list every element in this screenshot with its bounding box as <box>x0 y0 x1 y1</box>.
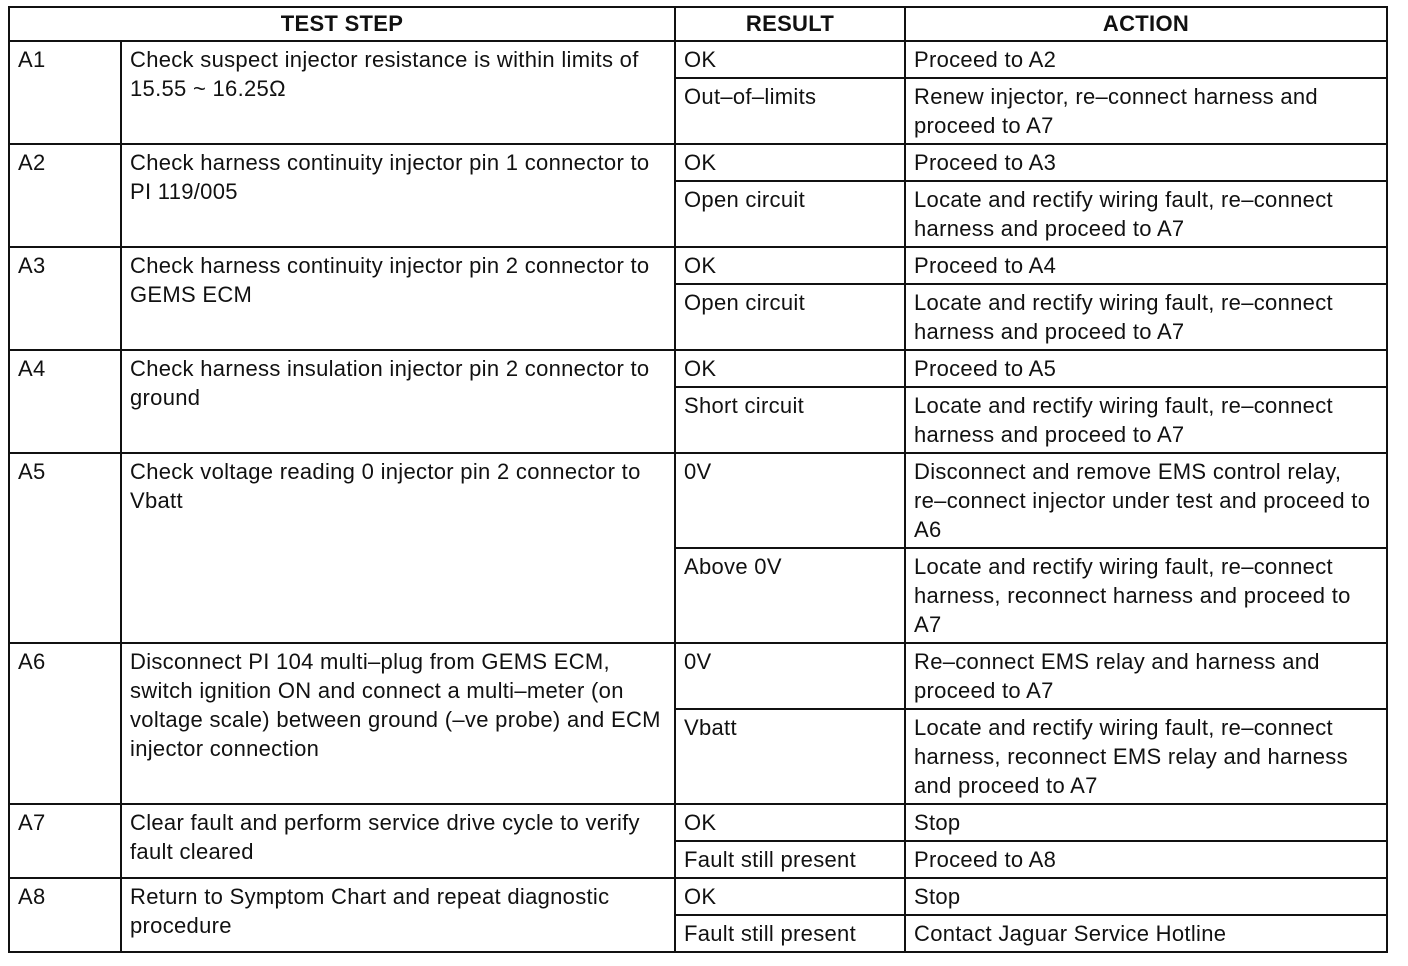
table-row <box>9 350 1387 387</box>
action-cell: Re–connect EMS relay and harness and proceed to A7 <box>905 643 1387 709</box>
result-cell: Above 0V <box>675 548 905 643</box>
result-cell: 0V <box>675 643 905 709</box>
result-cell: OK <box>675 878 905 915</box>
result-cell: Fault still present <box>675 915 905 952</box>
diagnostic-table <box>8 6 1388 953</box>
step-id: A2 <box>9 144 121 247</box>
result-cell: Vbatt <box>675 709 905 804</box>
header-test-step: TEST STEP <box>9 7 675 41</box>
table-row <box>9 144 1387 181</box>
step-description: Clear fault and perform service drive cycle to verify fault cleared <box>121 804 675 878</box>
result-cell: OK <box>675 247 905 284</box>
step-id: A8 <box>9 878 121 952</box>
action-cell: Proceed to A4 <box>905 247 1387 284</box>
result-cell: Short circuit <box>675 387 905 453</box>
result-cell: Open circuit <box>675 181 905 247</box>
step-description: Disconnect PI 104 multi–plug from GEMS ECM, switch ignition ON and connect a multi–meter (on voltage scale) between ground (–ve probe) and ECM injector connection <box>121 643 675 804</box>
step-description: Check harness continuity injector pin 1 connector to PI 119/005 <box>121 144 675 247</box>
action-cell: Stop <box>905 878 1387 915</box>
action-cell: Contact Jaguar Service Hotline <box>905 915 1387 952</box>
step-description: Check harness continuity injector pin 2 connector to GEMS ECM <box>121 247 675 350</box>
action-cell: Locate and rectify wiring fault, re–connect harness, reconnect harness and proceed to A7 <box>905 548 1387 643</box>
result-cell: OK <box>675 144 905 181</box>
step-id: A6 <box>9 643 121 804</box>
step-description: Check harness insulation injector pin 2 connector to ground <box>121 350 675 453</box>
action-cell: Locate and rectify wiring fault, re–connect harness and proceed to A7 <box>905 181 1387 247</box>
action-cell: Locate and rectify wiring fault, re–connect harness and proceed to A7 <box>905 284 1387 350</box>
step-id: A7 <box>9 804 121 878</box>
header-row <box>9 7 1387 41</box>
step-description: Return to Symptom Chart and repeat diagnostic procedure <box>121 878 675 952</box>
result-cell: Out–of–limits <box>675 78 905 144</box>
action-cell: Locate and rectify wiring fault, re–connect harness, reconnect EMS relay and harness and proceed to A7 <box>905 709 1387 804</box>
header-result: RESULT <box>675 7 905 41</box>
step-id: A4 <box>9 350 121 453</box>
action-cell: Locate and rectify wiring fault, re–connect harness and proceed to A7 <box>905 387 1387 453</box>
table-row <box>9 247 1387 284</box>
table-row <box>9 643 1387 709</box>
step-description: Check voltage reading 0 injector pin 2 connector to Vbatt <box>121 453 675 643</box>
result-cell: OK <box>675 350 905 387</box>
step-id: A1 <box>9 41 121 144</box>
step-id: A5 <box>9 453 121 643</box>
result-cell: 0V <box>675 453 905 548</box>
result-cell: OK <box>675 804 905 841</box>
action-cell: Disconnect and remove EMS control relay, re–connect injector under test and proceed to A6 <box>905 453 1387 548</box>
table-row <box>9 804 1387 841</box>
diagnostic-table-container <box>8 6 1386 953</box>
header-action: ACTION <box>905 7 1387 41</box>
step-id: A3 <box>9 247 121 350</box>
result-cell: OK <box>675 41 905 78</box>
action-cell: Proceed to A3 <box>905 144 1387 181</box>
action-cell: Proceed to A2 <box>905 41 1387 78</box>
table-row <box>9 453 1387 548</box>
step-description: Check suspect injector resistance is within limits of 15.55 ~ 16.25Ω <box>121 41 675 144</box>
result-cell: Open circuit <box>675 284 905 350</box>
action-cell: Proceed to A8 <box>905 841 1387 878</box>
table-row <box>9 41 1387 78</box>
action-cell: Proceed to A5 <box>905 350 1387 387</box>
table-row <box>9 878 1387 915</box>
action-cell: Renew injector, re–connect harness and proceed to A7 <box>905 78 1387 144</box>
result-cell: Fault still present <box>675 841 905 878</box>
action-cell: Stop <box>905 804 1387 841</box>
